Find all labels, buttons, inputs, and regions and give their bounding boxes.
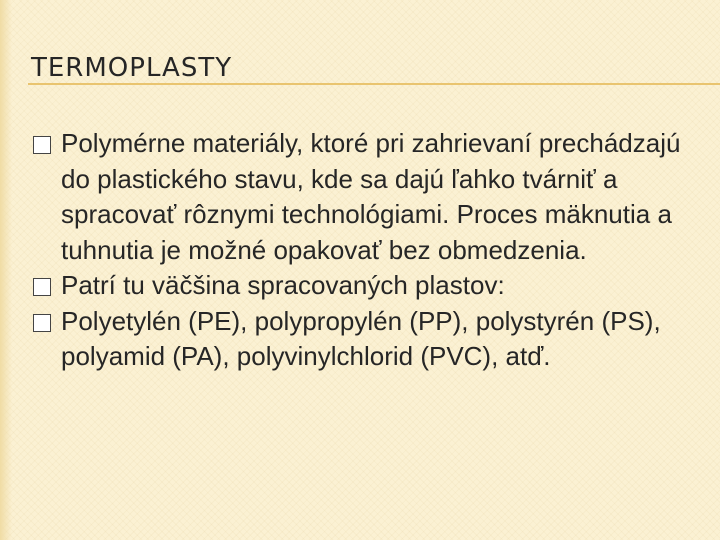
bullet-text: Polyetylén (PE), polypropylén (PP), polystyrén (PS), polyamid (PA), polyvinylchlorid (PVC), atď. xyxy=(61,305,661,371)
bullet-item-definition xyxy=(33,126,703,268)
box-bullet-icon xyxy=(33,136,51,154)
left-decorative-stripe xyxy=(0,0,12,540)
bullet-item-majority xyxy=(33,268,703,304)
box-bullet-icon xyxy=(33,278,51,296)
bullet-text: Polymérne materiály, ktoré pri zahrievaní prechádzajú do plastického stavu, kde sa dajú ľahko tvárniť a spracovať rôznymi technológiami. Proces mäknutia a tuhnutia je možné opakovať bez obmedzenia. xyxy=(61,128,681,265)
bullet-text: Patrí tu väčšina spracovaných plastov: xyxy=(61,270,505,300)
box-bullet-icon xyxy=(33,314,51,332)
bullet-item-examples xyxy=(33,304,703,375)
bullet-list xyxy=(33,126,703,375)
slide-title: TERMOPLASTY xyxy=(31,53,233,83)
title-underline xyxy=(28,83,720,85)
